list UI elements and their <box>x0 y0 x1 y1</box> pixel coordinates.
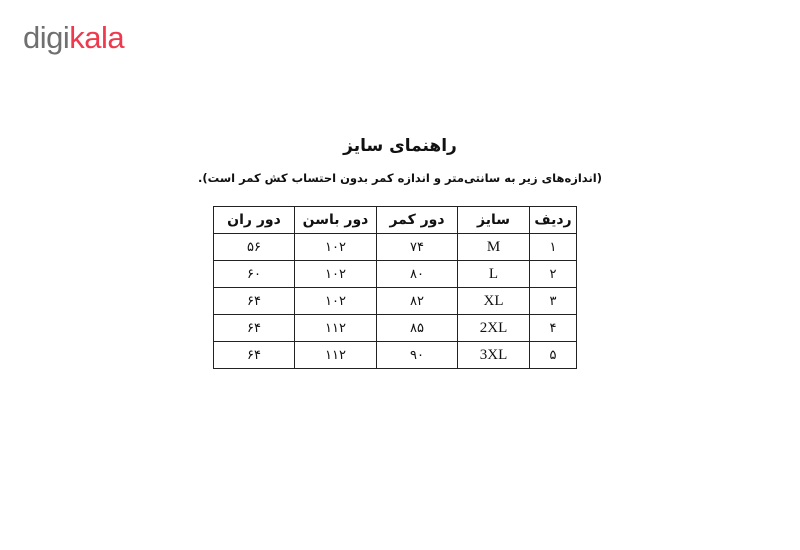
cell-waist: ۸۲ <box>377 288 458 315</box>
cell-thigh: ۵۶ <box>214 234 295 261</box>
table-row <box>214 288 577 315</box>
cell-row-number: ۳ <box>530 288 577 315</box>
cell-hip: ۱۰۲ <box>295 288 377 315</box>
cell-thigh: ۶۴ <box>214 315 295 342</box>
logo-text-kala: kala <box>69 20 125 55</box>
logo-text-digi: digi <box>23 20 70 55</box>
cell-row-number: ۵ <box>530 342 577 369</box>
cell-hip: ۱۱۲ <box>295 342 377 369</box>
cell-waist: ۸۵ <box>377 315 458 342</box>
table-header-row <box>214 207 577 234</box>
cell-size: L <box>458 261 530 288</box>
header-hip: دور باسن <box>295 207 377 234</box>
cell-hip: ۱۰۲ <box>295 234 377 261</box>
cell-size: XL <box>458 288 530 315</box>
size-guide-table <box>213 206 577 369</box>
cell-thigh: ۶۰ <box>214 261 295 288</box>
cell-waist: ۷۴ <box>377 234 458 261</box>
header-row-number: ردیف <box>530 207 577 234</box>
header-waist: دور کمر <box>377 207 458 234</box>
header-thigh: دور ران <box>214 207 295 234</box>
table-row <box>214 234 577 261</box>
table-row <box>214 342 577 369</box>
cell-hip: ۱۱۲ <box>295 315 377 342</box>
cell-waist: ۹۰ <box>377 342 458 369</box>
cell-thigh: ۶۴ <box>214 342 295 369</box>
cell-size: 3XL <box>458 342 530 369</box>
cell-size: M <box>458 234 530 261</box>
table-row <box>214 315 577 342</box>
table-row <box>214 261 577 288</box>
cell-hip: ۱۰۲ <box>295 261 377 288</box>
cell-thigh: ۶۴ <box>214 288 295 315</box>
cell-row-number: ۲ <box>530 261 577 288</box>
page-title: راهنمای سایز <box>343 136 457 156</box>
digikala-logo <box>23 20 124 56</box>
header-size: سایز <box>458 207 530 234</box>
cell-size: 2XL <box>458 315 530 342</box>
cell-row-number: ۴ <box>530 315 577 342</box>
cell-waist: ۸۰ <box>377 261 458 288</box>
page-subtitle: (اندازه‌های زیر به سانتی‌متر و اندازه کمر بدون احتساب کش کمر است). <box>198 171 602 185</box>
cell-row-number: ۱ <box>530 234 577 261</box>
